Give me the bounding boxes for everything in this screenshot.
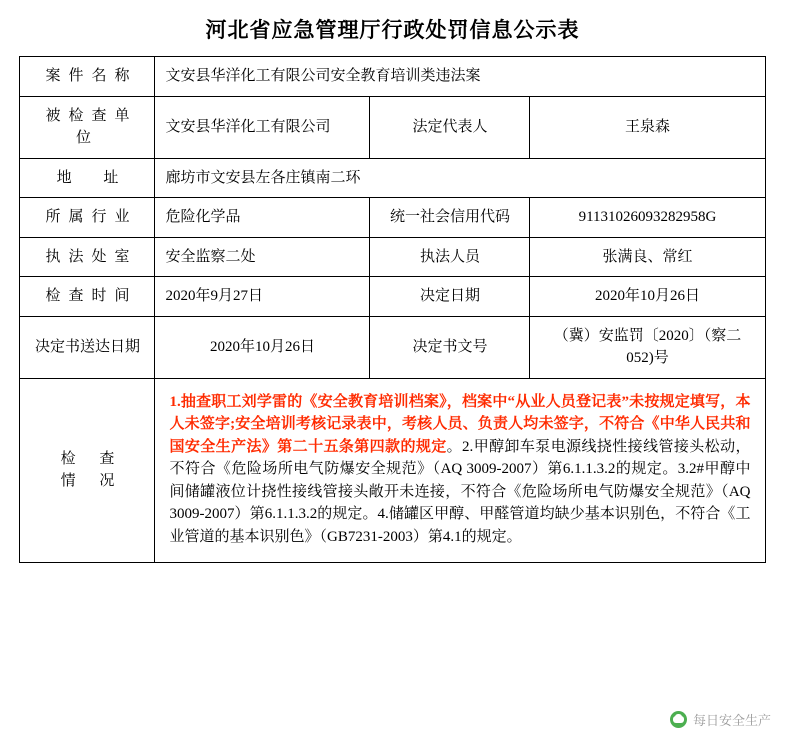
delivery-date-label: 决定书送达日期 — [20, 316, 155, 378]
inspected-unit-value: 文安县华洋化工有限公司 — [155, 96, 370, 158]
doc-number-value: （冀）安监罚〔2020〕（察二052)号 — [530, 316, 765, 378]
industry-value: 危险化学品 — [155, 198, 370, 238]
table-row — [20, 316, 765, 378]
legal-rep-label: 法定代表人 — [370, 96, 530, 158]
page-title: 河北省应急管理厅行政处罚信息公示表 — [205, 19, 580, 42]
doc-number-label: 决定书文号 — [370, 316, 530, 378]
inspection-text-highlight: 1.抽查职工刘学雷的《安全教育培训档案》，档案中“从业人员登记表”未按规定填写，本人未签字;安全培训考核记录表中，考核人员、负责人均未签字，不符合《中华人民共和国安全生产法》第二十五条第四款的规定 — [169, 393, 751, 455]
case-name-label-text: 案件名称 — [45, 68, 138, 84]
credit-code-label: 统一社会信用代码 — [370, 198, 530, 238]
enforcement-office-label-text: 执法处室 — [45, 248, 138, 265]
inspection-text-normal: 。2.甲醇卸车泵电源线挠性接线管接头松动，不符合《危险场所电气防爆安全规范》（AQ 3009-2007）第6.1.1.3.2的规定。3.2#甲醇中间储罐液位计挠性接线管接头敞开未连接，不符合《危险场所电气防爆安全规范》（AQ 3009-2007）第6.1.1.3.2的规定。4.储罐区甲醇、甲醛管道均缺少基本识别色，不符合《工业管道的基本识别色》（GB7231-2003）第4.1的规定。 — [169, 438, 751, 545]
inspect-time-label — [20, 277, 155, 317]
inspected-unit-label-text: 被检查单位 — [45, 107, 138, 146]
table-row — [20, 96, 765, 158]
inspection-label-line-2: 情 况 — [60, 473, 125, 490]
table-row — [20, 57, 765, 97]
legal-rep-value: 王泉森 — [530, 96, 765, 158]
inspected-unit-label — [20, 96, 155, 158]
table-row — [20, 237, 765, 277]
table-row — [20, 198, 765, 238]
watermark — [670, 710, 771, 729]
industry-label — [20, 198, 155, 238]
inspection-situation-text — [155, 378, 765, 563]
address-label-text: 地 址 — [56, 169, 133, 186]
enforcement-officers-label: 执法人员 — [370, 237, 530, 277]
inspect-time-label-text: 检查时间 — [45, 288, 138, 304]
shield-badge-icon — [670, 711, 687, 728]
address-value: 廊坊市文安县左各庄镇南二环 — [155, 158, 765, 198]
inspect-time-value: 2020年9月27日 — [155, 277, 370, 317]
address-label — [20, 158, 155, 198]
decision-date-value: 2020年10月26日 — [530, 277, 765, 317]
enforcement-office-value: 安全监察二处 — [155, 237, 370, 277]
delivery-date-value: 2020年10月26日 — [155, 316, 370, 378]
table-row — [20, 378, 765, 563]
inspection-situation-label — [20, 378, 155, 563]
case-name-value: 文安县华洋化工有限公司安全教育培训类违法案 — [155, 57, 765, 97]
penalty-info-table — [19, 56, 765, 563]
industry-label-text: 所属行业 — [45, 209, 138, 225]
credit-code-value: 91131026093282958G — [530, 198, 765, 238]
enforcement-officers-value: 张满良、常红 — [530, 237, 765, 277]
case-name-label — [20, 57, 155, 97]
table-row — [20, 158, 765, 198]
enforcement-office-label — [20, 237, 155, 277]
table-row — [20, 277, 765, 317]
inspection-label-line-1: 检 查 — [60, 450, 125, 467]
decision-date-label: 决定日期 — [370, 277, 530, 317]
watermark-label: 每日安全生产 — [692, 713, 771, 728]
